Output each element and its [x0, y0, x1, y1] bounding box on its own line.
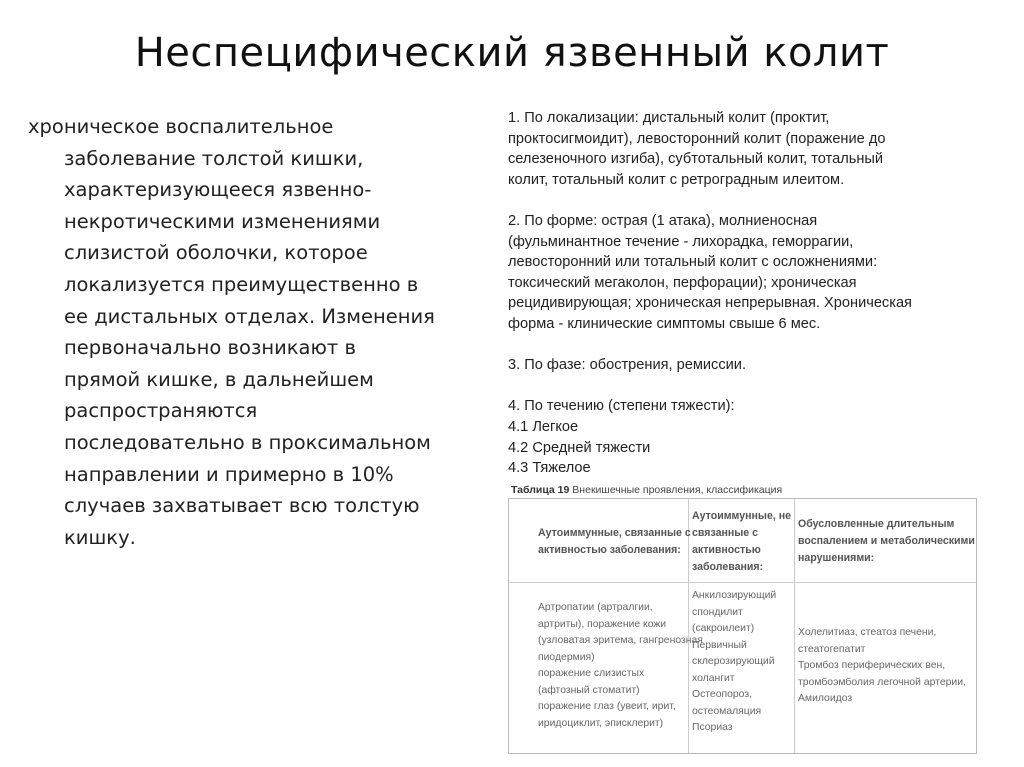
cell-line: Псориаз	[692, 722, 733, 733]
definition-line: характеризующееся язвенно-	[64, 178, 372, 202]
cell-line: Артропатии (артралгии,	[538, 602, 653, 613]
header-line: нарушениями:	[798, 552, 875, 564]
classification-line	[508, 376, 1008, 397]
cell-line: пиодермия)	[538, 651, 595, 663]
cell-line: (узловатая эритема, гангренозная	[538, 635, 703, 646]
classification-line: 1. По локализации: дистальный колит (проктит,	[508, 110, 830, 126]
cell-line: (афтозный стоматит)	[538, 684, 640, 696]
page-title: Неспецифический язвенный колит	[134, 30, 890, 76]
definition-line: случаев захватывает всю толстую	[64, 494, 420, 518]
cell-line: Холелитиаз, стеатоз печени,	[798, 627, 937, 638]
cell-line: тромбоэмболия легочной артерии,	[798, 676, 966, 688]
classification-line: рецидивирующая; хроническая непрерывная. Хроническая	[508, 295, 912, 312]
classification-line: 4.3 Тяжелое	[508, 460, 591, 477]
header-line: Обусловленные длительным	[798, 518, 955, 530]
classification-line: колит, тотальный колит с ретроградным илеитом.	[508, 171, 845, 188]
table-cell-col3	[798, 625, 966, 708]
classification-line: 2. По форме: острая (1 атака), молниеносная	[508, 212, 818, 229]
header-line: Аутоиммунные, связанные с	[538, 527, 691, 539]
cell-line: склерозирующий	[692, 656, 775, 667]
classification-line: (фульминантное течение - лихорадка, геморрагии,	[508, 233, 854, 250]
classification-line: форма - клинические симптомы свыше 6 мес.	[508, 315, 821, 332]
definition-line: последовательно в проксимальном	[64, 430, 431, 454]
classification-line: проктосигмоидит), левосторонний колит (поражение до	[508, 130, 886, 147]
classification-line: левосторонний или тотальный колит с осложнениями:	[508, 254, 878, 271]
cell-line: спондилит	[692, 606, 743, 618]
classification-line: селезеночного изгиба), субтотальный колит, тотальный	[508, 151, 884, 168]
table-cell-col2	[692, 588, 776, 737]
definition-line: направлении и примерно в 10%	[64, 462, 394, 486]
classification-line	[508, 190, 1008, 211]
definition-line: кишку.	[64, 525, 136, 549]
definition-line: локализуется преимущественно в	[64, 272, 419, 296]
manifestations-table	[508, 498, 977, 754]
definition-line: прямой кишке, в дальнейшем	[64, 367, 374, 391]
definition-line: первоначально возникают в	[64, 336, 356, 360]
table-caption	[511, 484, 782, 496]
classification-line: токсический мегаколон, перфорации); хроническая	[508, 274, 857, 291]
cell-line: стеатогепатит	[798, 643, 866, 655]
definition-text	[28, 111, 468, 553]
classification-line	[508, 335, 1008, 356]
classification-line: 4.2 Средней тяжести	[508, 439, 651, 456]
header-line: активностью	[692, 544, 761, 556]
definition-line: хроническое воспалительное	[28, 115, 334, 138]
header-line: активностью заболевания:	[538, 544, 681, 556]
header-divider	[509, 582, 976, 583]
cell-line: (сакроилеит)	[692, 623, 755, 634]
classification-line: 4.1 Легкое	[508, 418, 579, 435]
cell-line: Первичный	[692, 639, 747, 651]
definition-line: некротическими изменениями	[64, 209, 381, 233]
definition-line: заболевание толстой кишки,	[64, 146, 364, 170]
classification-line: 4. По течению (степени тяжести):	[508, 398, 735, 415]
header-line: заболевания:	[692, 561, 764, 573]
table-cell-col1	[538, 600, 703, 732]
column-divider	[794, 499, 795, 753]
header-line: связанные с	[692, 527, 759, 539]
cell-line: поражение слизистых	[538, 668, 645, 679]
table-header-col2	[692, 508, 791, 576]
definition-line: слизистой оболочки, которое	[64, 241, 368, 265]
table-header-col3	[798, 516, 975, 567]
table-caption-text: Внекишечные проявления, классификация	[572, 484, 783, 496]
cell-line: поражение глаз (увеит, ирит,	[538, 701, 676, 712]
header-line: Аутоиммунные, не	[692, 510, 792, 522]
cell-line: Амилоидоз	[798, 693, 853, 704]
cell-line: артриты), поражение кожи	[538, 618, 667, 630]
cell-line: иридоциклит, эписклерит)	[538, 717, 664, 729]
cell-line: Анкилозирующий	[692, 590, 777, 601]
classification-text	[508, 108, 1008, 479]
header-line: воспалением и метаболическими	[798, 535, 975, 547]
definition-line: распространяются	[64, 399, 258, 423]
classification-line: 3. По фазе: обострения, ремиссии.	[508, 357, 746, 374]
table-header-col1	[538, 525, 691, 559]
cell-line: Тромбоз периферических вен,	[798, 660, 946, 671]
definition-line: ее дистальных отделах. Изменения	[64, 304, 435, 328]
cell-line: остеомаляция	[692, 705, 762, 717]
cell-line: холангит	[692, 672, 735, 684]
cell-line: Остеопороз,	[692, 689, 752, 700]
table-caption-label: Таблица 19	[511, 484, 570, 496]
